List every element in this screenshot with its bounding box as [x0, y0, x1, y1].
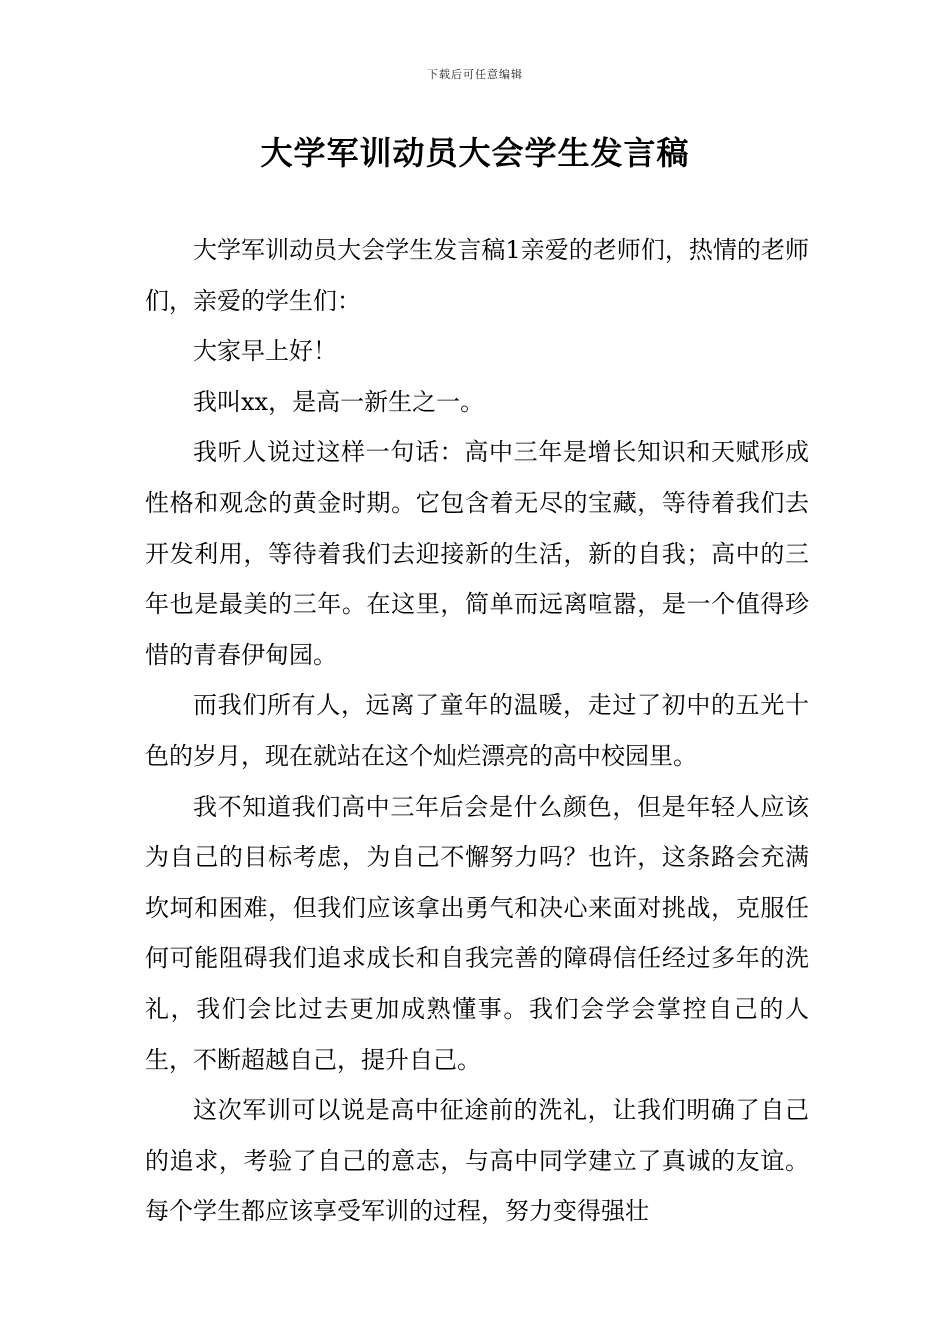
paragraph: 大家早上好！	[193, 337, 337, 366]
paragraph: 这次军训可以说是高中征途前的洗礼，让我们明确了自己的追求，考验了自己的意志，与高中同学建立了真诚的友谊。每个学生都应该享受军训的过程，努力变得强壮	[145, 1096, 809, 1226]
paragraph: 我不知道我们高中三年后会是什么颜色，但是年轻人应该为自己的目标考虑，为自己不懈努力吗？也许，这条路会充满坎坷和困难，但我们应该拿出勇气和决心来面对挑战，克服任何可能阻碍我们追求成长和自我完善的障碍信任经过多年的洗礼，我们会比过去更加成熟懂事。我们会学会掌控自己的人生，不断超越自己，提升自己。	[145, 792, 809, 1074]
header-note: 下载后可任意编辑	[427, 68, 523, 81]
document-body	[145, 225, 809, 1237]
document-title: 大学军训动员大会学生发言稿	[260, 134, 690, 172]
paragraph: 我听人说过这样一句话：高中三年是增长知识和天赋形成性格和观念的黄金时期。它包含着无尽的宝藏，等待着我们去开发利用，等待着我们去迎接新的生活，新的自我；高中的三年也是最美的三年。在这里，简单而远离喧嚣，是一个值得珍惜的青春伊甸园。	[145, 438, 809, 669]
paragraph: 大学军训动员大会学生发言稿1亲爱的老师们，热情的老师们，亲爱的学生们：	[145, 236, 809, 315]
paragraph: 我叫xx，是高一新生之一。	[193, 387, 485, 416]
paragraph: 而我们所有人，远离了童年的温暖，走过了初中的五光十色的岁月，现在就站在这个灿烂漂亮的高中校园里。	[145, 691, 809, 770]
